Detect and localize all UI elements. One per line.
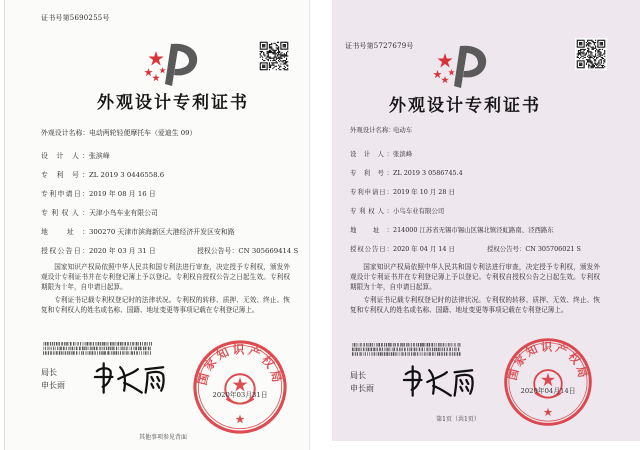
seal-text: 国家知识产权局 [506,340,590,382]
seal-text: 国家知识产权局 [195,342,285,387]
body-paragraph: 专利证书记载专利权登记时的法律状况。专利权的转移、质押、无效、终止、恢复和专利权人的姓名或名称、国籍、地址变更等事项记载在专利登记簿上。 [41,295,290,314]
field-address [41,227,235,246]
official-seal [502,336,594,428]
grant-number-group [487,244,581,254]
grant-date: 2020 年 04 月 14 日 [393,245,455,253]
patent-office-logo [430,42,492,90]
star-icon [448,69,455,75]
certificate-body [41,262,290,317]
field-grant [350,244,581,263]
certificate-fields [41,128,299,265]
field-filing-date [350,187,554,206]
director-name: 申长雨 [350,384,374,393]
star-icon [437,53,452,67]
grant-number-group [197,246,298,256]
grant-number-label: 授权公告号： [197,247,239,255]
field-label: 外观设计名称： [350,126,395,134]
field-value: 张滨峰 [393,150,413,158]
field-label: 专利权人： [350,207,393,215]
seal-date: 2020年04月14日 [520,387,576,395]
field-label: 地 址： [350,226,393,234]
certificate-number: 证书号第5727679号 [345,42,414,50]
certificate-footer: 第1页（共1页） [436,416,480,423]
official-seal [191,338,289,436]
field-filing-date [41,189,235,208]
grant-date: 2020 年 03 月 31 日 [89,247,156,255]
grant-number: CN 305669414 S [238,247,299,255]
barcode [43,342,153,355]
grant-number-label: 授权公告号： [487,245,526,253]
certificate-number: 证书号第5690255号 [41,14,110,22]
qr-code [575,38,607,70]
certificate-footer: 其他事项参见背面 [138,434,187,441]
field-value: 小鸟车业有限公司 [393,207,445,215]
field-value: 214000 江苏省无锡市锡山区锡北镇泾虹路南、泾西路东 [393,226,554,234]
field-value: 张滨峰 [89,152,110,160]
field-value: 电动两轮轻便摩托车（爱迪生 09） [89,129,197,137]
barcode [352,343,462,356]
handwritten-signature [400,360,478,400]
certificate-fields [350,125,581,263]
star-icon [544,408,553,416]
field-designer [41,151,235,170]
field-design-name [350,125,554,149]
body-paragraph: 国家知识产权局依照中华人民共和国专利法进行审查，决定授予专利权，颁发外观设计专利证书并在专利登记簿上予以登记。专利权自授权公告之日起生效。专利权期限为十年，自申请日起算。 [350,263,600,292]
director-title: 局长 [350,371,366,380]
field-value: 2019 年 08 月 16 日 [89,190,156,198]
field-value: ZL 2019 3 0446558.6 [89,171,165,179]
field-patentee [350,206,554,225]
field-patentee [41,208,235,227]
body-paragraph: 专利证书记载专利权登记时的法律状况。专利权的转移、质押、无效、终止、恢复和专利权人的姓名或名称、国籍、地址变更等事项记载在专利登记簿上。 [350,295,600,314]
director-title: 局长 [41,368,57,377]
certificate-title: 外观设计专利证书 [97,93,249,113]
director-name: 申长雨 [41,381,65,390]
star-icon [148,51,163,65]
field-value: 2019 年 10 月 28 日 [393,188,455,196]
patent-certificate-left [4,0,310,450]
star-icon [441,76,449,83]
patent-office-logo [141,40,203,88]
field-label: 外观设计名称： [41,129,90,137]
field-label: 专利权人： [41,209,89,217]
field-value: 300270 天津市滨海新区大港经济开发区安和路 [89,228,235,236]
field-label: 设 计 人： [350,150,393,158]
field-designer [350,149,554,168]
grant-number: CN 305706021 S [525,245,581,253]
certificate-title: 外观设计专利证书 [389,96,541,116]
field-value: ZL 2019 3 0586745.4 [393,169,463,177]
grant-date-label: 授权公告日： [41,247,89,255]
field-value: 天津小鸟车业有限公司 [89,209,158,217]
field-value: 电动车 [393,126,413,134]
seal-date: 2020年03月31日 [212,391,268,399]
field-design-name [41,128,235,151]
handwritten-signature [91,357,169,397]
grant-date-label: 授权公告日： [350,245,393,253]
star-icon [159,67,166,73]
certificate-body [350,262,600,317]
field-label: 设 计 人： [41,152,89,160]
field-patent-number [41,170,235,189]
body-paragraph: 国家知识产权局依照中华人民共和国专利法进行审查，决定授予专利权，颁发外观设计专利证书并在专利登记簿上予以登记。专利权自授权公告之日起生效。专利权期限为十年，自申请日起算。 [41,263,290,292]
star-icon [152,74,160,81]
field-patent-number [350,168,554,187]
qr-code [258,40,290,72]
field-label: 专 利 号： [350,169,393,177]
field-label: 专利申请日： [350,188,393,196]
star-icon [235,414,244,423]
star-icon [433,70,442,78]
field-label: 地 址： [41,228,89,236]
field-label: 专 利 号： [41,171,89,179]
field-label: 专利申请日： [41,190,89,198]
patent-certificate-right [332,0,640,441]
field-address [350,225,554,244]
star-icon [144,68,153,76]
